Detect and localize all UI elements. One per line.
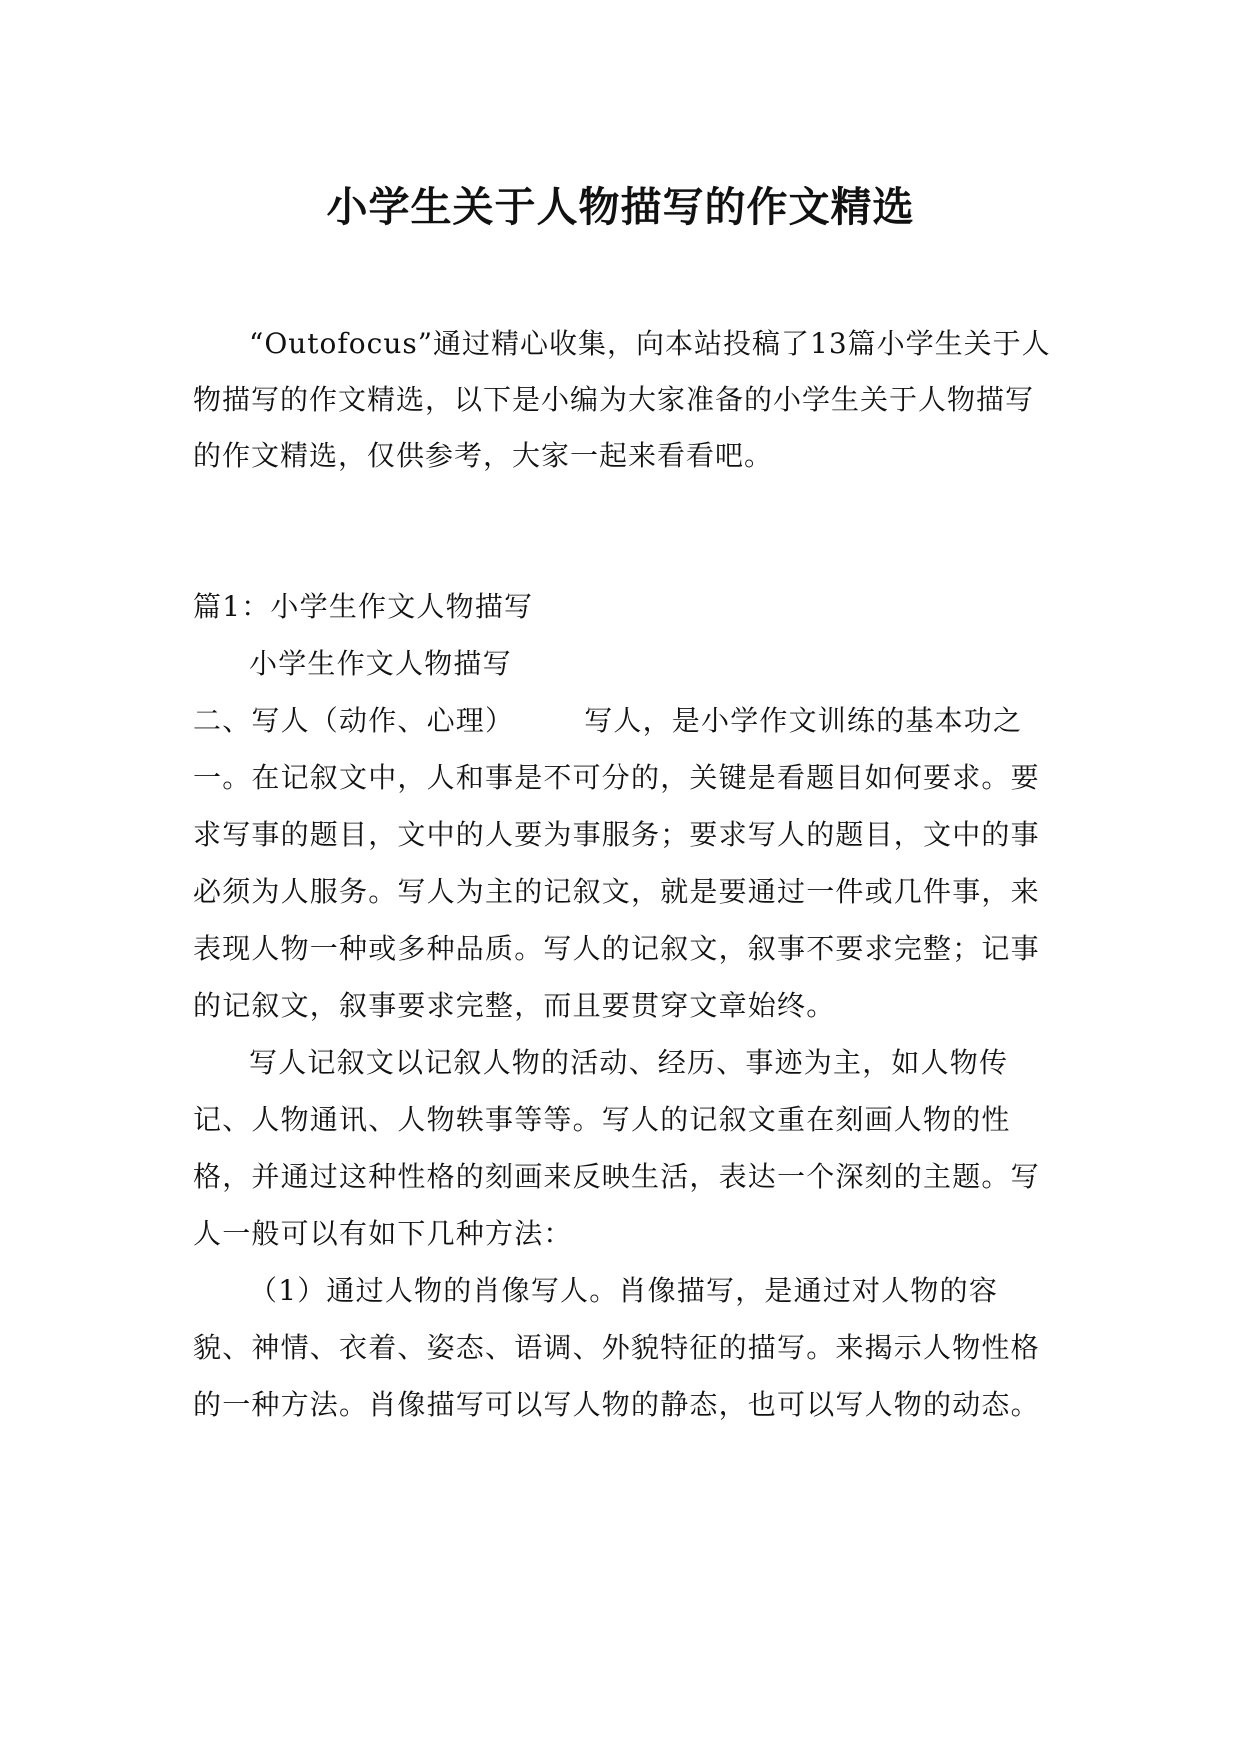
paragraph-1-label: 二、写人（动作、心理）	[193, 704, 515, 737]
document-body	[193, 578, 1053, 1433]
section-heading: 篇1：小学生作文人物描写	[193, 590, 534, 623]
section-subheading: 小学生作文人物描写	[249, 647, 512, 680]
body-paragraph-3: （1）通过人物的肖像写人。肖像描写，是通过对人物的容貌、神情、衣着、姿态、语调、外貌特征的描写。来揭示人物性格的一种方法。肖像描写可以写人物的静态，也可以写人物的动态。	[193, 1274, 1040, 1421]
body-paragraph-2: 写人记叙文以记叙人物的活动、经历、事迹为主，如人物传记、人物通讯、人物轶事等等。写人的记叙文重在刻画人物的性格，并通过这种性格的刻画来反映生活，表达一个深刻的主题。写人一般可以有如下几种方法：	[193, 1046, 1040, 1250]
intro-paragraph: “Outofocus”通过精心收集，向本站投稿了13篇小学生关于人物描写的作文精选，以下是小编为大家准备的小学生关于人物描写的作文精选，仅供参考，大家一起来看看吧。	[193, 327, 1051, 472]
document-title: 小学生关于人物描写的作文精选	[326, 183, 915, 232]
paragraph-1-text: 写人，是小学作文训练的基本功之一。在记叙文中，人和事是不可分的，关键是看题目如何要求。要求写事的题目，文中的人要为事服务；要求写人的题目，文中的事必须为人服务。写人为主的记叙文，就是要通过一件或几件事，来表现人物一种或多种品质。写人的记叙文，叙事不要求完整；记事的记叙文，叙事要求完整，而且要贯穿文章始终。	[193, 704, 1040, 1022]
body-paragraph-1	[193, 692, 1053, 1034]
